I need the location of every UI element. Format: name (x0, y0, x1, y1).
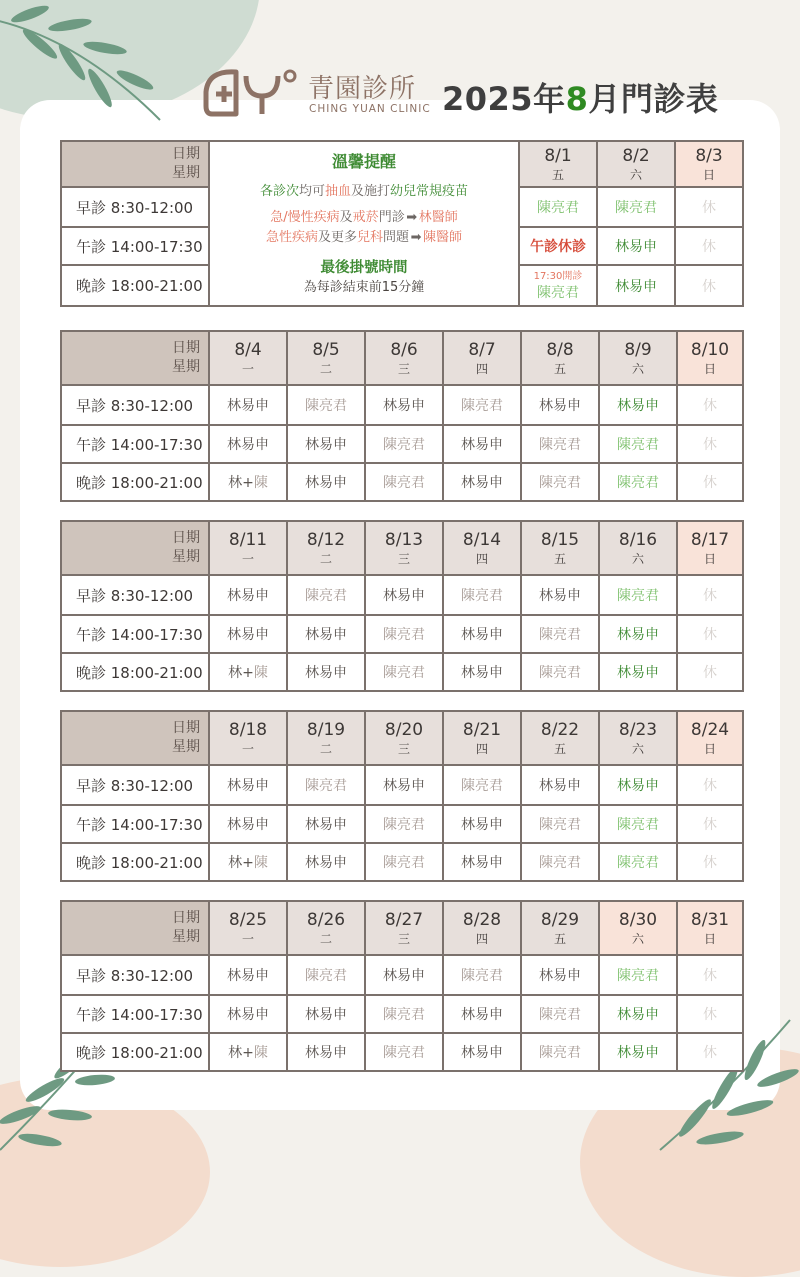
notice-title: 溫馨提醒 (331, 152, 396, 171)
header-label-cell (61, 331, 209, 385)
notice-line-4: 最後掛號時間 (320, 260, 408, 276)
schedule-cell: 陳亮君 (443, 765, 521, 805)
schedule-cell: 陳亮君 (599, 425, 677, 463)
row-label-afternoon: 午診 14:00-17:30 (61, 425, 209, 463)
date-cell: 8/20 三 (365, 711, 443, 765)
schedule-cell: 陳亮君 (287, 955, 365, 995)
schedule-cell: 陳亮君 (521, 463, 599, 501)
schedule-cell: 林易申 (209, 425, 287, 463)
date-cell: 8/2 六 (597, 141, 675, 187)
schedule-cell: 休 (675, 227, 743, 265)
schedule-cell: 休 (677, 995, 743, 1033)
schedule-cell: 陳亮君 (365, 653, 443, 691)
notice-line-2: 急/慢性疾病及戒菸門診 ➡ 林醫師 (210, 208, 518, 228)
schedule-cell: 林易申 (443, 653, 521, 691)
schedule-cell: 林易申 (209, 575, 287, 615)
date-label: 日期 (172, 720, 200, 736)
schedule-cell: 林易申 (599, 615, 677, 653)
row-label-evening: 晚診 18:00-21:00 (61, 463, 209, 501)
title-prefix: 2025年 (442, 80, 566, 118)
schedule-cell: 陳亮君 (365, 425, 443, 463)
header-label-cell (61, 901, 209, 955)
schedule-cell: 陳亮君 (599, 955, 677, 995)
date-cell: 8/1 五 (519, 141, 597, 187)
schedule-cell: 休 (677, 385, 743, 425)
doctor-lin-part: 林+ (228, 1045, 254, 1061)
schedule-cell: 陳亮君 (599, 575, 677, 615)
date-cell: 8/19 二 (287, 711, 365, 765)
schedule-cell: 陳亮君 (443, 385, 521, 425)
date-cell: 8/15 五 (521, 521, 599, 575)
row-label-evening: 晚診 18:00-21:00 (61, 653, 209, 691)
row-label-morning: 早診 8:30-12:00 (61, 385, 209, 425)
weekday-label: 星期 (172, 549, 200, 565)
schedule-week-4 (60, 710, 744, 882)
schedule-cell (209, 1033, 287, 1071)
schedule-cell: 林易申 (597, 265, 675, 306)
schedule-cell: 林易申 (365, 385, 443, 425)
schedule-cell: 陳亮君 (521, 805, 599, 843)
schedule-week-1 (60, 140, 744, 307)
schedule-cell: 陳亮君 (521, 615, 599, 653)
schedule-cell: 林易申 (365, 765, 443, 805)
schedule-cell: 陳亮君 (599, 463, 677, 501)
schedule-cell: 陳亮君 (521, 843, 599, 881)
schedule-cell: 陳亮君 (521, 425, 599, 463)
schedule-cell: 陳亮君 (521, 653, 599, 691)
schedule-cell: 林易申 (599, 385, 677, 425)
schedule-cell: 林易申 (521, 765, 599, 805)
schedule-cell: 林易申 (287, 653, 365, 691)
date-label: 日期 (172, 530, 200, 546)
date-cell: 8/6 三 (365, 331, 443, 385)
schedule-cell: 林易申 (599, 1033, 677, 1071)
schedule-cell: 林易申 (209, 805, 287, 843)
header-label-cell (61, 521, 209, 575)
schedule-cell: 林易申 (287, 615, 365, 653)
schedule-cell (519, 265, 597, 306)
date-cell: 8/26 二 (287, 901, 365, 955)
schedule-cell: 陳亮君 (365, 995, 443, 1033)
row-label-afternoon: 午診 14:00-17:30 (61, 805, 209, 843)
schedule-cell: 休 (677, 765, 743, 805)
schedule-cell-note: 午診休診 (519, 227, 597, 265)
schedule-cell: 林易申 (599, 653, 677, 691)
schedule-week-3 (60, 520, 744, 692)
row-label-morning: 早診 8:30-12:00 (61, 187, 209, 227)
clinic-name-zh: 青園診所 (308, 74, 417, 104)
weekday-label: 星期 (172, 929, 200, 945)
date-label: 日期 (172, 910, 200, 926)
date-cell: 8/29 五 (521, 901, 599, 955)
row-label-morning: 早診 8:30-12:00 (61, 765, 209, 805)
schedule-cell: 陳亮君 (365, 1033, 443, 1071)
date-cell: 8/28 四 (443, 901, 521, 955)
schedule-cell: 陳亮君 (287, 575, 365, 615)
schedule-cell: 休 (677, 955, 743, 995)
title-suffix: 月門診表 (588, 80, 719, 118)
schedule-cell: 陳亮君 (599, 843, 677, 881)
schedule-cell: 林易申 (521, 955, 599, 995)
notice-line-1: 各診次均可抽血及施打幼兒常規疫苗 (259, 184, 469, 199)
schedule-cell: 林易申 (287, 425, 365, 463)
notice-line-5: 為每診結束前15分鐘 (303, 280, 425, 295)
evening-open-note: 17:30開診 (533, 270, 583, 282)
schedule-cell: 林易申 (287, 463, 365, 501)
clinic-name-en: CHING YUAN CLINIC (309, 103, 431, 115)
schedule-cell: 林易申 (443, 843, 521, 881)
schedule-cell: 陳亮君 (365, 843, 443, 881)
schedule-week-2 (60, 330, 744, 502)
schedule-cell: 陳亮君 (521, 995, 599, 1033)
doctor-chen-part: 陳 (253, 475, 268, 491)
schedule-cell: 陳亮君 (365, 615, 443, 653)
schedule-cell: 陳亮君 (287, 385, 365, 425)
date-cell: 8/16 六 (599, 521, 677, 575)
date-cell: 8/5 二 (287, 331, 365, 385)
date-cell: 8/31 日 (677, 901, 743, 955)
date-cell: 8/18 一 (209, 711, 287, 765)
row-label-evening: 晚診 18:00-21:00 (61, 843, 209, 881)
schedule-cell: 休 (677, 843, 743, 881)
date-cell: 8/11 一 (209, 521, 287, 575)
schedule-cell: 林易申 (365, 575, 443, 615)
schedule-cell: 林易申 (443, 463, 521, 501)
schedule-cell: 休 (677, 463, 743, 501)
weekday-label: 星期 (172, 165, 200, 181)
date-label: 日期 (172, 340, 200, 356)
schedule-cell: 林易申 (365, 955, 443, 995)
row-label-afternoon: 午診 14:00-17:30 (61, 227, 209, 265)
schedule-cell: 陳亮君 (287, 765, 365, 805)
date-cell: 8/12 二 (287, 521, 365, 575)
schedule-cell: 休 (677, 653, 743, 691)
date-cell: 8/17 日 (677, 521, 743, 575)
schedule-cell: 陳亮君 (599, 805, 677, 843)
schedule-cell: 休 (677, 1033, 743, 1071)
schedule-cell (209, 463, 287, 501)
date-cell: 8/4 一 (209, 331, 287, 385)
schedule-cell (209, 653, 287, 691)
date-cell: 8/27 三 (365, 901, 443, 955)
schedule-cell: 林易申 (209, 995, 287, 1033)
title-month: 8 (565, 80, 589, 118)
leaf-top-left-icon (0, 0, 170, 130)
schedule-cell: 林易申 (209, 615, 287, 653)
header-label-cell (61, 711, 209, 765)
schedule-cell: 林易申 (209, 385, 287, 425)
schedule-cell: 陳亮君 (443, 575, 521, 615)
schedule-cell: 陳亮君 (443, 955, 521, 995)
date-label: 日期 (172, 146, 200, 162)
schedule-week-5 (60, 900, 744, 1072)
schedule-cell: 林易申 (443, 615, 521, 653)
schedule-cell: 休 (677, 615, 743, 653)
doctor-chen-part: 陳 (253, 855, 268, 871)
row-label-evening: 晚診 18:00-21:00 (61, 265, 209, 306)
row-label-afternoon: 午診 14:00-17:30 (61, 995, 209, 1033)
schedule-cell: 休 (675, 265, 743, 306)
schedule-cell: 林易申 (287, 995, 365, 1033)
header-label-cell (61, 141, 209, 187)
row-label-morning: 早診 8:30-12:00 (61, 955, 209, 995)
evening-doctor: 陳亮君 (537, 284, 579, 301)
doctor-chen-part: 陳 (253, 665, 268, 681)
date-cell-sunday: 8/3 日 (675, 141, 743, 187)
schedule-cell (209, 843, 287, 881)
schedule-cell: 林易申 (597, 227, 675, 265)
schedule-cell: 陳亮君 (519, 187, 597, 227)
arrow-right-icon: ➡ (410, 230, 422, 245)
schedule-cell: 陳亮君 (597, 187, 675, 227)
schedule-cell: 陳亮君 (365, 463, 443, 501)
schedule-cell: 林易申 (521, 385, 599, 425)
schedule-cell: 林易申 (443, 1033, 521, 1071)
schedule-cell: 林易申 (599, 765, 677, 805)
doctor-lin-part: 林+ (228, 665, 254, 681)
schedule-cell: 林易申 (443, 805, 521, 843)
date-cell: 8/25 一 (209, 901, 287, 955)
row-label-morning: 早診 8:30-12:00 (61, 575, 209, 615)
notice-line-3: 急性疾病及更多兒科問題 ➡ 陳醫師 (210, 228, 518, 248)
doctor-lin-part: 林+ (228, 475, 254, 491)
weekday-label: 星期 (172, 359, 200, 375)
date-cell: 8/21 四 (443, 711, 521, 765)
schedule-cell: 林易申 (287, 1033, 365, 1071)
schedule-cell: 休 (675, 187, 743, 227)
schedule-cell: 林易申 (287, 805, 365, 843)
doctor-chen-part: 陳 (253, 1045, 268, 1061)
clinic-logo-icon (198, 62, 298, 120)
date-cell: 8/8 五 (521, 331, 599, 385)
page-title (442, 74, 718, 120)
date-cell: 8/22 五 (521, 711, 599, 765)
doctor-lin-part: 林+ (228, 855, 254, 871)
date-cell: 8/7 四 (443, 331, 521, 385)
schedule-cell: 林易申 (443, 425, 521, 463)
date-cell: 8/30 六 (599, 901, 677, 955)
schedule-cell: 林易申 (209, 765, 287, 805)
date-cell: 8/14 四 (443, 521, 521, 575)
schedule-cell: 陳亮君 (521, 1033, 599, 1071)
row-label-afternoon: 午診 14:00-17:30 (61, 615, 209, 653)
schedule-cell: 休 (677, 425, 743, 463)
date-cell: 8/13 三 (365, 521, 443, 575)
schedule-cell: 陳亮君 (365, 805, 443, 843)
date-cell: 8/23 六 (599, 711, 677, 765)
schedule-cell: 休 (677, 575, 743, 615)
schedule-cell: 林易申 (599, 995, 677, 1033)
schedule-cell: 林易申 (287, 843, 365, 881)
arrow-right-icon: ➡ (406, 210, 418, 225)
schedule-cell: 林易申 (209, 955, 287, 995)
weekday-label: 星期 (172, 739, 200, 755)
date-cell: 8/9 六 (599, 331, 677, 385)
date-cell: 8/24 日 (677, 711, 743, 765)
notice-box (209, 141, 519, 306)
row-label-evening: 晚診 18:00-21:00 (61, 1033, 209, 1071)
schedule-cell: 休 (677, 805, 743, 843)
schedule-cell: 林易申 (521, 575, 599, 615)
page-header (198, 62, 758, 122)
date-cell: 8/10 日 (677, 331, 743, 385)
schedule-cell: 林易申 (443, 995, 521, 1033)
